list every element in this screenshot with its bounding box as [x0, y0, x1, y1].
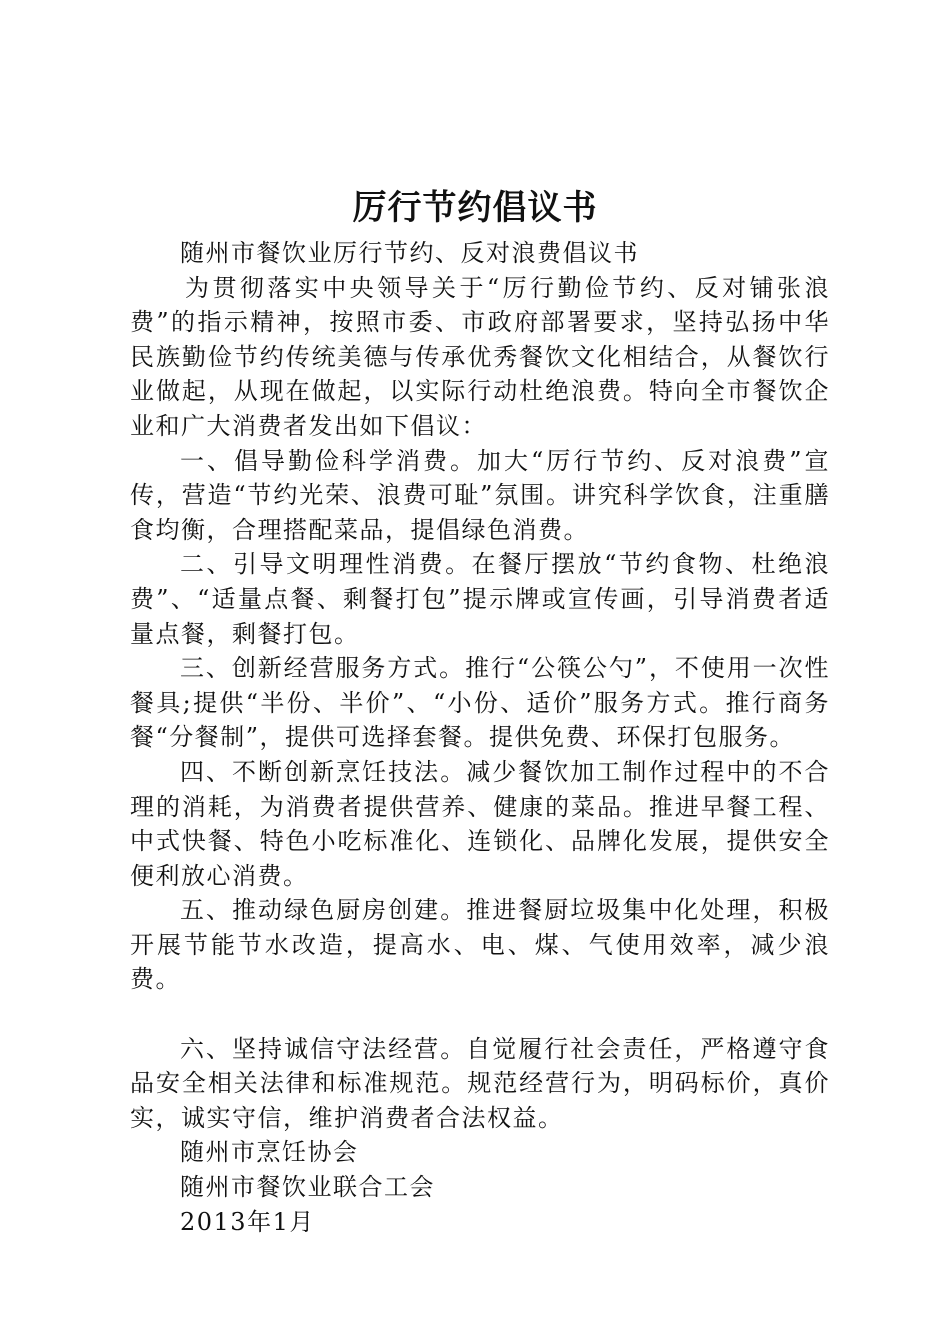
document-title: 厉行节约倡议书 [352, 188, 598, 228]
proposal-item-3: 三、创新经营服务方式。推行“公筷公勺”，不使用一次性餐具;提供“半份、半价”、“小份、适价”服务方式。推行商务餐“分餐制”，提供可选择套餐。提供免费、环保打包服务。 [130, 654, 830, 752]
proposal-item-4: 四、不断创新烹饪技法。减少餐饮加工制作过程中的不合理的消耗，为消费者提供营养、健康的菜品。推进早餐工程、中式快餐、特色小吃标准化、连锁化、品牌化发展，提供安全便利放心消费。 [130, 757, 830, 890]
document-body [130, 236, 830, 1239]
proposal-item-1: 一、倡导勤俭科学消费。加大“厉行节约、反对浪费”宣传，营造“节约光荣、浪费可耻”氛围。讲究科学饮食，注重膳食均衡，合理搭配菜品，提倡绿色消费。 [130, 446, 830, 544]
signature-cooking-association: 随州市烹饪协会 [180, 1138, 359, 1167]
proposal-item-2: 二、引导文明理性消费。在餐厅摆放“节约食物、杜绝浪费”、“适量点餐、剩餐打包”提示牌或宣传画，引导消费者适量点餐，剩餐打包。 [130, 550, 830, 648]
document-date: 2013年1月 [180, 1207, 315, 1236]
proposal-item-5: 五、推动绿色厨房创建。推进餐厨垃圾集中化处理，积极开展节能节水改造，提高水、电、煤、气使用效率，减少浪费。 [130, 896, 830, 994]
signature-catering-union: 随州市餐饮业联合工会 [180, 1173, 435, 1202]
intro-paragraph: 为贯彻落实中央领导关于“厉行勤俭节约、反对铺张浪费”的指示精神，按照市委、市政府部署要求，坚持弘扬中华民族勤俭节约传统美德与传承优秀餐饮文化相结合，从餐饮行业做起，从现在做起，以实际行动杜绝浪费。特向全市餐饮企业和广大消费者发出如下倡议： [130, 273, 830, 440]
document-subtitle: 随州市餐饮业厉行节约、反对浪费倡议书 [180, 239, 639, 267]
proposal-item-6: 六、坚持诚信守法经营。自觉履行社会责任，严格遵守食品安全相关法律和标准规范。规范经营行为，明码标价，真价实，诚实守信，维护消费者合法权益。 [130, 1034, 830, 1132]
